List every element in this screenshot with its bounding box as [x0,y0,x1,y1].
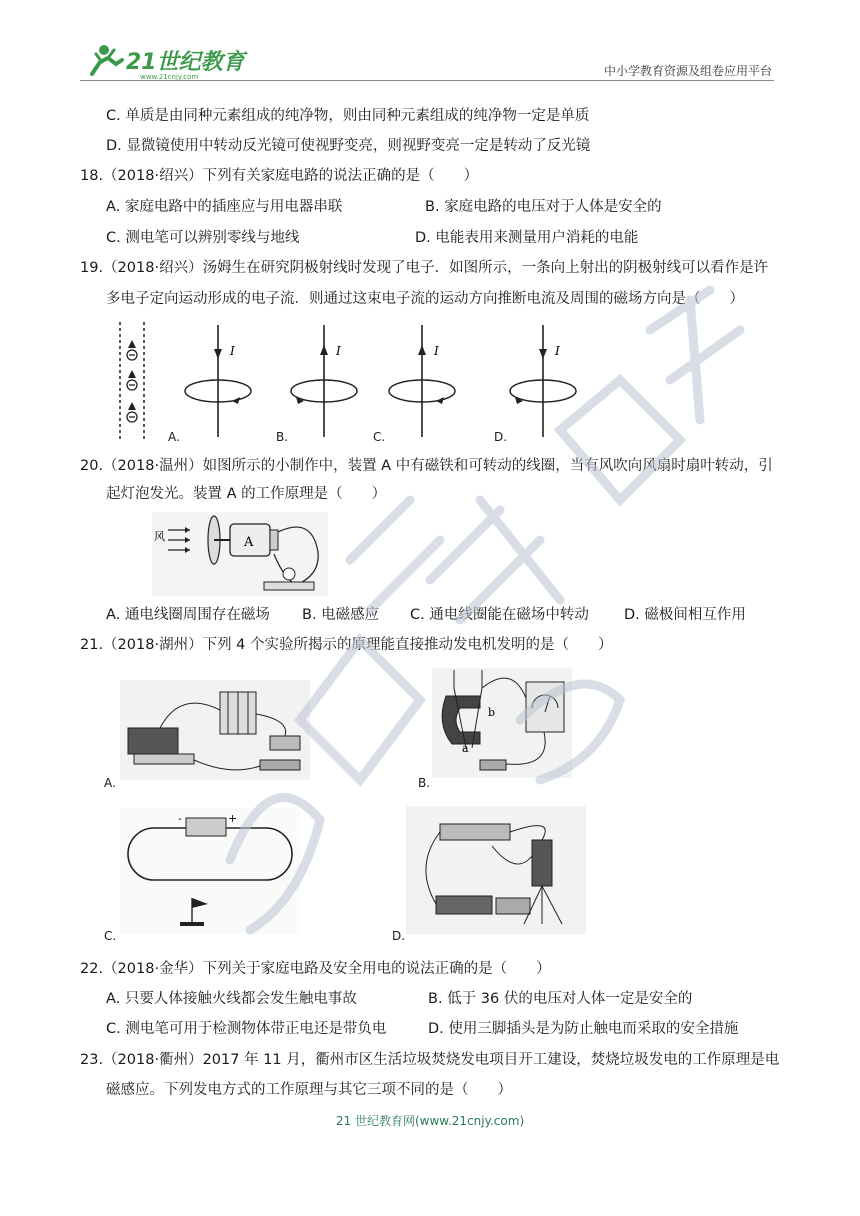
svg-text:www.21cnjy.com: www.21cnjy.com [140,73,199,81]
q23-stem-line2: 磁感应。下列发电方式的工作原理与其它三项不同的是（ ） [106,1082,512,1098]
q22-stem: 22.（2018·金华）下列关于家庭电路及安全用电的说法正确的是（ ） [80,961,551,977]
q20-option-a: A. 通电线圈周围存在磁场 [106,607,270,623]
platform-name: 中小学教育资源及组卷应用平台 [603,64,772,78]
q17-option-d: D. 显微镜使用中转动反光镜可使视野变亮，则视野变亮一定是转动了反光镜 [106,138,591,154]
svg-text:A: A [244,535,254,550]
svg-text:21世纪教育: 21世纪教育 [126,50,245,75]
q19-figure-c [384,325,464,440]
svg-text:I: I [555,344,560,358]
svg-text:a: a [462,742,469,755]
svg-text:b: b [488,706,496,719]
svg-text:-: - [178,812,182,825]
q20-stem-line2: 起灯泡发光。装置 A 的工作原理是（ ） [106,486,387,502]
q21-figure-c [120,808,300,934]
q21-label-c: C. [104,929,117,943]
q19-figure-a [180,325,260,440]
q22-option-c: C. 测电笔可用于检测物体带正电还是带负电 [106,1021,387,1037]
q22-option-a: A. 只要人体接触火线都会发生触电事故 [106,991,357,1007]
q20-stem-line1: 20.（2018·温州）如图所示的小制作中，装置 A 中有磁铁和可转动的线圈，当有风吹向风扇时扇叶转动，引 [80,458,773,474]
svg-text:I: I [230,344,235,358]
q21-figure-d [406,806,586,934]
electron-beam-figure [117,322,147,442]
q19-figure-b [286,325,366,440]
q21-figure-b [432,668,572,778]
header-divider [80,80,774,81]
q19-label-d: D. [494,430,508,444]
q21-label-b: B. [418,776,431,790]
q19-label-b: B. [276,430,289,444]
svg-text:风: 风 [154,530,165,543]
q22-option-b: B. 低于 36 伏的电压对人体一定是安全的 [428,991,693,1007]
site-logo[interactable] [82,40,257,82]
q17-option-c: C. 单质是由同种元素组成的纯净物，则由同种元素组成的纯净物一定是单质 [106,108,590,124]
q18-option-a: A. 家庭电路中的插座应与用电器串联 [106,199,343,215]
q21-label-d: D. [392,929,406,943]
q19-stem-line1: 19.（2018·绍兴）汤姆生在研究阴极射线时发现了电子．如图所示，一条向上射出的阴极射线可以看作是许 [80,260,769,276]
q19-stem-line2: 多电子定向运动形成的电子流．则通过这束电子流的运动方向推断电流及周围的磁场方向是（ ） [106,291,744,307]
q19-label-a: A. [168,430,180,444]
q19-label-c: C. [373,430,386,444]
q20-option-d: D. 磁极间相互作用 [624,607,746,623]
q18-option-c: C. 测电笔可以辨别零线与地线 [106,230,300,246]
q20-option-b: B. 电磁感应 [302,607,380,623]
q20-option-c: C. 通电线圈能在磁场中转动 [410,607,589,623]
q20-fan-generator-figure [152,512,328,596]
q23-stem-line1: 23.（2018·衢州）2017 年 11 月，衢州市区生活垃圾焚烧发电项目开工建设，焚烧垃圾发电的工作原理是电 [80,1052,780,1068]
svg-text:I: I [434,344,439,358]
q22-option-d: D. 使用三脚插头是为防止触电而采取的安全措施 [428,1021,739,1037]
q21-figure-a [120,680,310,780]
svg-text:I: I [336,344,341,358]
q18-option-d: D. 电能表用来测量用户消耗的电能 [415,230,639,246]
q21-stem: 21.（2018·湖州）下列 4 个实验所揭示的原理能直接推动发电机发明的是（ ） [80,637,613,653]
footer-link[interactable]: 21 世纪教育网(www.21cnjy.com) [335,1114,525,1128]
q18-option-b: B. 家庭电路的电压对于人体是安全的 [425,199,662,215]
q18-stem: 18.（2018·绍兴）下列有关家庭电路的说法正确的是（ ） [80,168,479,184]
svg-text:+: + [228,812,238,825]
q21-label-a: A. [104,776,116,790]
q19-figure-d [505,325,585,440]
